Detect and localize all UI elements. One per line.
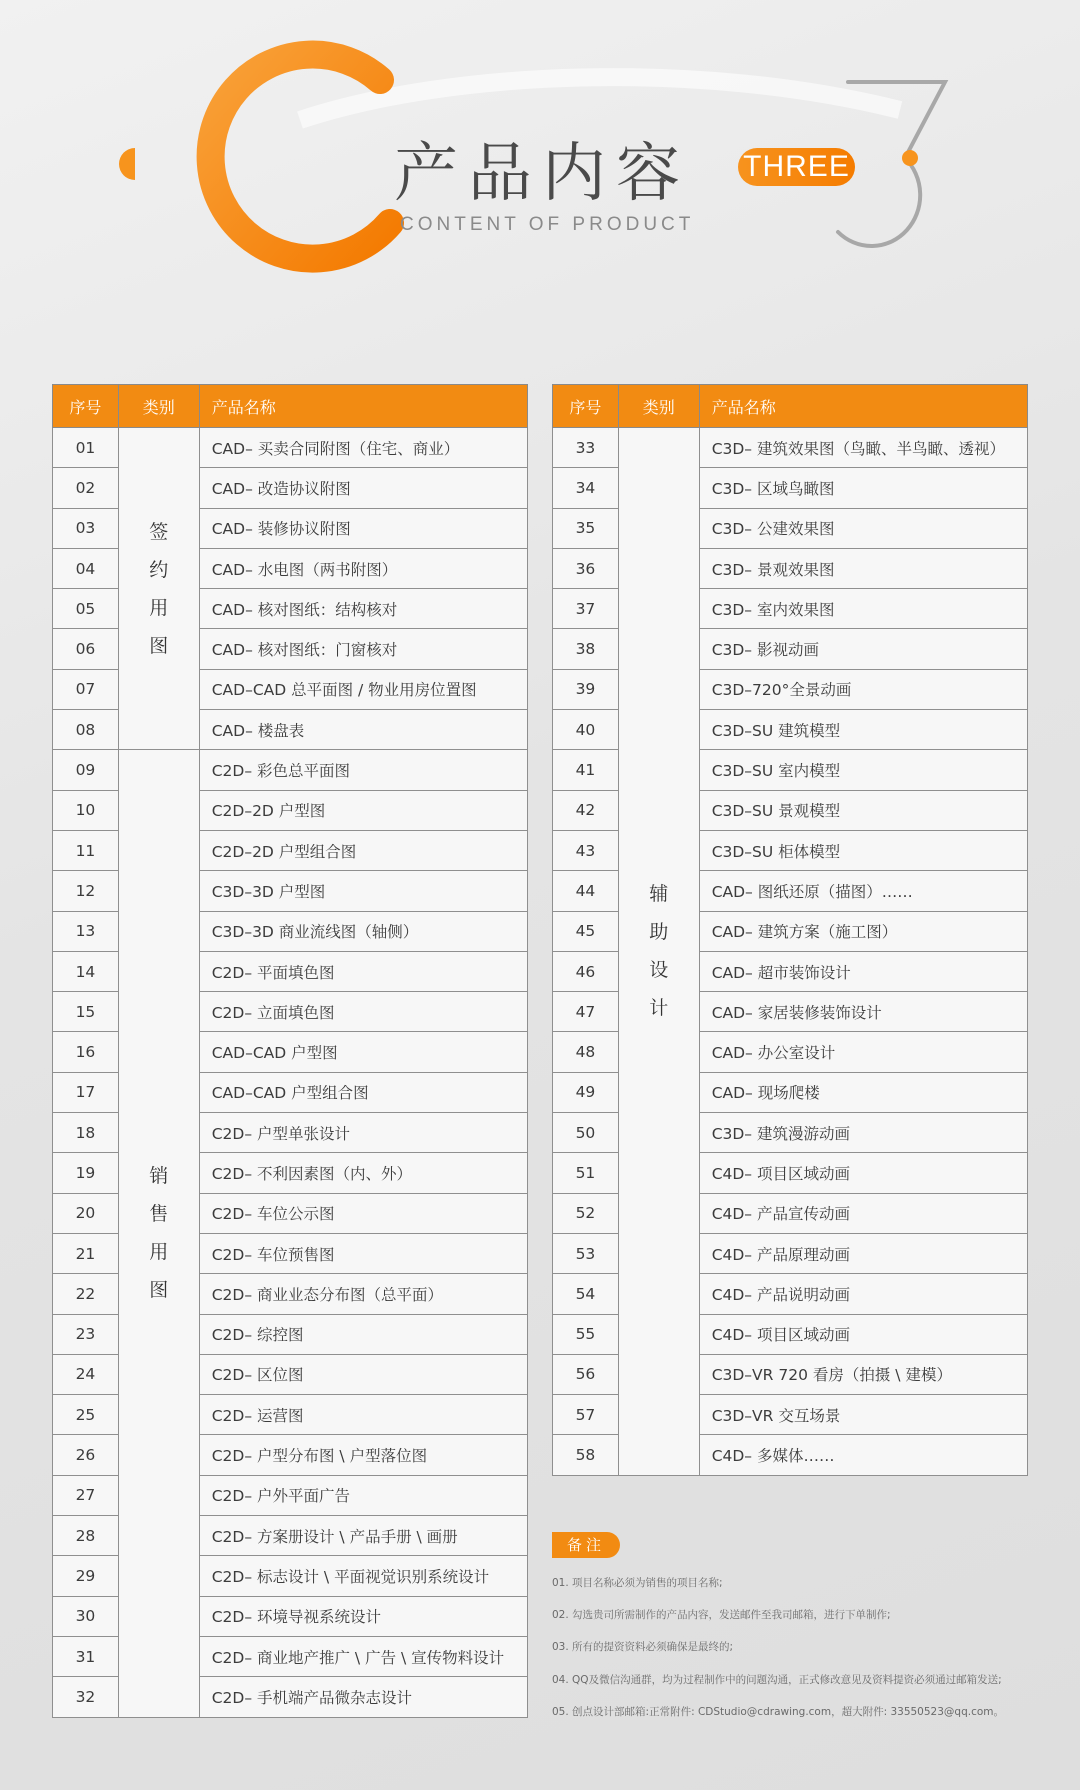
row-number: 34 — [553, 468, 619, 508]
row-number: 22 — [53, 1274, 119, 1314]
product-name: C2D– 商业业态分布图（总平面） — [199, 1274, 527, 1314]
note-item: 01. 项目名称必须为销售的项目名称; — [552, 1577, 723, 1589]
row-number: 42 — [553, 790, 619, 830]
product-name: C4D– 项目区域动画 — [699, 1153, 1027, 1193]
row-number: 57 — [553, 1395, 619, 1435]
row-number: 23 — [53, 1314, 119, 1354]
row-number: 43 — [553, 830, 619, 870]
row-number: 27 — [53, 1475, 119, 1515]
product-name: C2D– 车位公示图 — [199, 1193, 527, 1233]
row-number: 12 — [53, 871, 119, 911]
product-name: CAD– 改造协议附图 — [199, 468, 527, 508]
row-number: 58 — [553, 1435, 619, 1475]
category-label: 销售用图 — [149, 1165, 169, 1302]
page-title: 产品内容 — [394, 137, 690, 211]
product-table-right — [552, 384, 1028, 1476]
product-name: C3D– 景观效果图 — [699, 548, 1027, 588]
row-number: 08 — [53, 710, 119, 750]
row-number: 49 — [553, 1072, 619, 1112]
row-number: 26 — [53, 1435, 119, 1475]
table-row — [53, 750, 528, 790]
orange-dot-shape — [119, 148, 135, 180]
product-name: C2D– 手机端产品微杂志设计 — [199, 1677, 527, 1717]
row-number: 24 — [53, 1354, 119, 1394]
column-header-no: 序号 — [53, 385, 119, 428]
product-name: C3D–SU 室内模型 — [699, 750, 1027, 790]
product-name: C4D– 项目区域动画 — [699, 1314, 1027, 1354]
product-name: C3D–SU 景观模型 — [699, 790, 1027, 830]
product-name: C2D–2D 户型图 — [199, 790, 527, 830]
row-number: 35 — [553, 508, 619, 548]
category-cell — [618, 428, 699, 1476]
row-number: 45 — [553, 911, 619, 951]
orange-arc-shape — [211, 55, 390, 259]
column-header-no: 序号 — [553, 385, 619, 428]
row-number: 07 — [53, 669, 119, 709]
note-item: 03. 所有的提资资料必须确保是最终的; — [552, 1641, 734, 1653]
product-name: C3D– 区域鸟瞰图 — [699, 468, 1027, 508]
row-number: 13 — [53, 911, 119, 951]
row-number: 55 — [553, 1314, 619, 1354]
row-number: 02 — [53, 468, 119, 508]
row-number: 33 — [553, 428, 619, 468]
row-number: 17 — [53, 1072, 119, 1112]
product-name: CAD–CAD 总平面图 / 物业用房位置图 — [199, 669, 527, 709]
row-number: 03 — [53, 508, 119, 548]
product-name: C2D– 环境导视系统设计 — [199, 1596, 527, 1636]
product-name: C3D–3D 户型图 — [199, 871, 527, 911]
product-table-left — [52, 384, 528, 1718]
row-number: 39 — [553, 669, 619, 709]
product-name: C3D–720°全景动画 — [699, 669, 1027, 709]
row-number: 09 — [53, 750, 119, 790]
product-name: C2D– 平面填色图 — [199, 951, 527, 991]
table-header-row — [53, 385, 528, 428]
product-name: C2D– 综控图 — [199, 1314, 527, 1354]
product-name: C2D– 车位预售图 — [199, 1233, 527, 1273]
column-header-category: 类别 — [618, 385, 699, 428]
product-name: C3D–SU 柜体模型 — [699, 830, 1027, 870]
row-number: 25 — [53, 1395, 119, 1435]
row-number: 44 — [553, 871, 619, 911]
product-name: C4D– 产品说明动画 — [699, 1274, 1027, 1314]
product-name: C3D– 影视动画 — [699, 629, 1027, 669]
row-number: 30 — [53, 1596, 119, 1636]
product-name: CAD– 核对图纸：门窗核对 — [199, 629, 527, 669]
product-name: C2D– 户型单张设计 — [199, 1113, 527, 1153]
product-name: CAD– 图纸还原（描图）…… — [699, 871, 1027, 911]
product-name: C3D– 室内效果图 — [699, 589, 1027, 629]
row-number: 06 — [53, 629, 119, 669]
product-name: CAD– 超市装饰设计 — [699, 951, 1027, 991]
row-number: 48 — [553, 1032, 619, 1072]
row-number: 53 — [553, 1233, 619, 1273]
row-number: 38 — [553, 629, 619, 669]
row-number: 54 — [553, 1274, 619, 1314]
product-name: C2D– 彩色总平面图 — [199, 750, 527, 790]
product-name: CAD– 办公室设计 — [699, 1032, 1027, 1072]
product-name: C2D– 商业地产推广 \ 广告 \ 宣传物料设计 — [199, 1636, 527, 1676]
row-number: 36 — [553, 548, 619, 588]
row-number: 47 — [553, 992, 619, 1032]
product-name: C3D– 建筑漫游动画 — [699, 1113, 1027, 1153]
row-number: 04 — [53, 548, 119, 588]
column-header-name: 产品名称 — [699, 385, 1027, 428]
row-number: 11 — [53, 830, 119, 870]
row-number: 16 — [53, 1032, 119, 1072]
product-name: CAD–CAD 户型组合图 — [199, 1072, 527, 1112]
three-orange-dot — [902, 150, 918, 166]
product-name: C3D–VR 交互场景 — [699, 1395, 1027, 1435]
product-name: C2D– 不利因素图（内、外） — [199, 1153, 527, 1193]
column-header-category: 类别 — [118, 385, 199, 428]
note-item: 05. 创点设计部邮箱:正常附件: CDStudio@cdrawing.com，超大附件: 33550523@qq.com。 — [552, 1706, 1004, 1718]
category-label: 签约用图 — [149, 520, 169, 657]
category-cell — [118, 750, 199, 1717]
row-number: 31 — [53, 1636, 119, 1676]
notes-label: 备注 — [552, 1532, 620, 1558]
row-number: 46 — [553, 951, 619, 991]
row-number: 10 — [53, 790, 119, 830]
product-name: C2D–2D 户型组合图 — [199, 830, 527, 870]
product-name: C2D– 运营图 — [199, 1395, 527, 1435]
product-name: C2D– 标志设计 \ 平面视觉识别系统设计 — [199, 1556, 527, 1596]
row-number: 40 — [553, 710, 619, 750]
row-number: 28 — [53, 1516, 119, 1556]
row-number: 29 — [53, 1556, 119, 1596]
product-name: CAD– 现场爬楼 — [699, 1072, 1027, 1112]
product-name: C2D– 户型分布图 \ 户型落位图 — [199, 1435, 527, 1475]
product-name: CAD– 家居装修装饰设计 — [699, 992, 1027, 1032]
row-number: 19 — [53, 1153, 119, 1193]
note-item: 04. QQ及微信沟通群，均为过程制作中的问题沟通，正式修改意见及资料提资必须通过邮箱发送; — [552, 1674, 1002, 1686]
row-number: 41 — [553, 750, 619, 790]
product-name: C2D– 区位图 — [199, 1354, 527, 1394]
row-number: 18 — [53, 1113, 119, 1153]
product-name: C3D–SU 建筑模型 — [699, 710, 1027, 750]
product-name: CAD–CAD 户型图 — [199, 1032, 527, 1072]
note-item: 02. 勾选贵司所需制作的产品内容，发送邮件至我司邮箱，进行下单制作; — [552, 1609, 891, 1621]
product-name: C4D– 产品原理动画 — [699, 1233, 1027, 1273]
product-name: CAD– 水电图（两书附图） — [199, 548, 527, 588]
product-name: CAD– 买卖合同附图（住宅、商业） — [199, 428, 527, 468]
row-number: 32 — [53, 1677, 119, 1717]
category-label: 辅助设计 — [649, 883, 669, 1020]
row-number: 01 — [53, 428, 119, 468]
row-number: 52 — [553, 1193, 619, 1233]
product-name: CAD– 装修协议附图 — [199, 508, 527, 548]
row-number: 14 — [53, 951, 119, 991]
product-name: CAD– 楼盘表 — [199, 710, 527, 750]
product-name: CAD– 建筑方案（施工图） — [699, 911, 1027, 951]
section-badge: THREE — [738, 148, 855, 186]
row-number: 21 — [53, 1233, 119, 1273]
table-row — [553, 428, 1028, 468]
table-header-row — [553, 385, 1028, 428]
row-number: 50 — [553, 1113, 619, 1153]
column-header-name: 产品名称 — [199, 385, 527, 428]
product-name: C3D– 建筑效果图（鸟瞰、半鸟瞰、透视） — [699, 428, 1027, 468]
row-number: 15 — [53, 992, 119, 1032]
row-number: 56 — [553, 1354, 619, 1394]
row-number: 20 — [53, 1193, 119, 1233]
product-name: C2D– 方案册设计 \ 产品手册 \ 画册 — [199, 1516, 527, 1556]
product-name: CAD– 核对图纸：结构核对 — [199, 589, 527, 629]
product-name: C4D– 产品宣传动画 — [699, 1193, 1027, 1233]
category-cell — [118, 428, 199, 750]
product-name: C3D–VR 720 看房（拍摄 \ 建模） — [699, 1354, 1027, 1394]
product-name: C4D– 多媒体…… — [699, 1435, 1027, 1475]
product-name: C3D– 公建效果图 — [699, 508, 1027, 548]
header — [0, 0, 1080, 330]
row-number: 37 — [553, 589, 619, 629]
page-subtitle: CONTENT OF PRODUCT — [400, 214, 695, 235]
product-name: C2D– 立面填色图 — [199, 992, 527, 1032]
row-number: 05 — [53, 589, 119, 629]
product-name: C3D–3D 商业流线图（轴侧） — [199, 911, 527, 951]
product-name: C2D– 户外平面广告 — [199, 1475, 527, 1515]
table-row — [53, 428, 528, 468]
row-number: 51 — [553, 1153, 619, 1193]
